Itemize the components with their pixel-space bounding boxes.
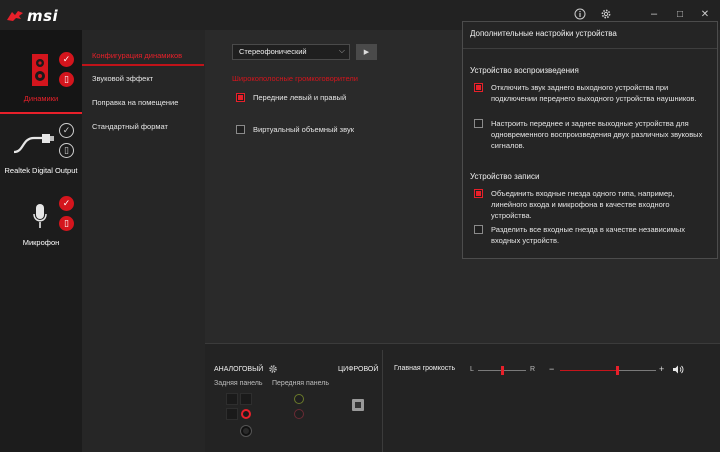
speaker-volume-icon[interactable]: [673, 365, 684, 376]
fullrange-speakers-label: Широкополосные громкоговорители: [232, 74, 358, 83]
nav-sound-effect[interactable]: Звуковой эффект: [92, 74, 154, 83]
speaker-icon: [32, 54, 48, 86]
nav-room-correction[interactable]: Поправка на помещение: [92, 98, 179, 107]
front-jack-mic[interactable]: [294, 409, 304, 419]
front-lr-checkbox[interactable]: [236, 93, 245, 102]
speaker-config-select[interactable]: [232, 44, 350, 60]
jack-status-icon[interactable]: ▯: [59, 216, 74, 231]
microphone-icon: [33, 204, 47, 230]
settings-nav: [82, 30, 205, 452]
popup-title: Дополнительные настройки устройства: [470, 29, 617, 38]
device-microphone[interactable]: [0, 188, 82, 258]
nav-speaker-config[interactable]: Конфигурация динамиков: [92, 51, 183, 60]
dragon-icon: [6, 10, 24, 22]
gear-icon[interactable]: [598, 6, 614, 22]
rear-jack-black[interactable]: [241, 426, 251, 436]
merge-inputs-label: Объединить входные гнезда одного типа, например, линейного входа и микрофона в качестве входного устройства.: [491, 189, 675, 220]
optical-cable-icon: [12, 130, 56, 156]
select-value: Стереофонический: [239, 47, 307, 56]
bottom-panel: [205, 343, 720, 452]
merge-inputs-checkbox[interactable]: [474, 189, 483, 198]
advanced-device-settings-popup: [462, 21, 718, 259]
nav-active-indicator: [82, 64, 204, 66]
bottom-divider: [382, 350, 383, 452]
recording-device-heading: Устройство записи: [470, 172, 540, 181]
rear-jack[interactable]: [226, 408, 238, 420]
maximize-button[interactable]: □: [676, 8, 684, 20]
balance-slider-knob[interactable]: [501, 366, 504, 375]
main-volume-label: Главная громкость: [394, 365, 456, 372]
virtual-surround-label: Виртуальный объемный звук: [253, 125, 354, 134]
separate-inputs-checkbox[interactable]: [474, 225, 483, 234]
analog-label: АНАЛОГОВЫЙ: [214, 366, 264, 373]
chevron-down-icon: ⌵: [338, 46, 345, 55]
device-label: Динамики: [23, 94, 59, 103]
logo-text: msi: [27, 7, 59, 25]
jack-status-icon[interactable]: ▯: [59, 72, 74, 87]
volume-minus-button[interactable]: −: [549, 364, 555, 374]
separate-inputs-label: Разделить все входные гнезда в качестве независимых входных устройств.: [491, 225, 686, 245]
virtual-surround-option[interactable]: [236, 124, 354, 135]
front-lr-option[interactable]: [236, 92, 346, 103]
digital-label: ЦИФРОВОЙ: [338, 366, 379, 373]
playback-option-independent[interactable]: [474, 118, 710, 151]
front-lr-label: Передние левый и правый: [253, 93, 347, 102]
front-panel-label: Передняя панель: [272, 380, 329, 387]
volume-slider-knob[interactable]: [616, 366, 619, 375]
device-speakers[interactable]: [0, 30, 82, 114]
volume-slider-fill: [560, 370, 618, 371]
front-jack-headphone[interactable]: [294, 394, 304, 404]
minimize-button[interactable]: –: [650, 8, 658, 20]
gear-icon[interactable]: [268, 364, 278, 376]
device-label: Микрофон: [22, 238, 60, 247]
rear-jack[interactable]: [240, 393, 252, 405]
balance-right-label: R: [530, 366, 536, 373]
jack-status-icon[interactable]: ▯: [59, 143, 74, 158]
independent-playback-checkbox[interactable]: [474, 119, 483, 128]
balance-left-label: L: [470, 366, 474, 373]
mute-rear-checkbox[interactable]: [474, 83, 483, 92]
volume-plus-button[interactable]: +: [659, 364, 665, 374]
check-icon: ✓: [59, 123, 74, 138]
virtual-surround-checkbox[interactable]: [236, 125, 245, 134]
device-digital-output[interactable]: [0, 116, 82, 186]
play-test-button[interactable]: [356, 44, 377, 60]
check-icon: ✓: [59, 52, 74, 67]
recording-option-merge[interactable]: [474, 188, 710, 221]
device-column: [0, 30, 82, 452]
recording-option-separate[interactable]: [474, 224, 710, 246]
rear-panel-label: Задняя панель: [214, 380, 263, 387]
play-icon: ▶: [363, 49, 370, 56]
check-icon: ✓: [59, 196, 74, 211]
popup-separator: [463, 48, 717, 49]
independent-playback-label: Настроить переднее и заднее выходные устройства для одновременного воспроизведения двух различных звуковых сигналов.: [491, 119, 703, 150]
playback-device-heading: Устройство воспроизведения: [470, 66, 579, 75]
spdif-port-icon[interactable]: [352, 399, 364, 411]
rear-jack-active-output[interactable]: [241, 409, 251, 419]
msi-logo: [6, 7, 58, 25]
mute-rear-label: Отключить звук заднего выходного устройства при подключении переднего выходного устройства наушников.: [491, 83, 697, 103]
nav-default-format[interactable]: Стандартный формат: [92, 122, 168, 131]
close-button[interactable]: ✕: [700, 8, 710, 20]
device-label: Realtek Digital Output: [4, 166, 78, 175]
info-circle-icon[interactable]: [572, 6, 588, 22]
rear-jack[interactable]: [226, 393, 238, 405]
playback-option-mute-rear[interactable]: [474, 82, 710, 104]
